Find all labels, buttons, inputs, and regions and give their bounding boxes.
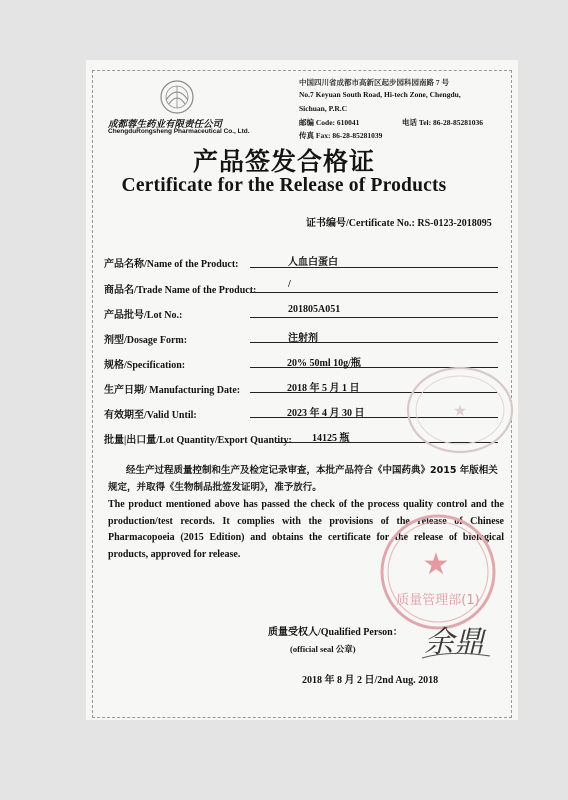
field-value-lot-quantity: 14125 瓶 xyxy=(312,433,350,444)
title-en: Certificate for the Release of Products xyxy=(121,175,447,196)
qualified-person-label: 质量受权人/Qualified Person： xyxy=(268,627,403,638)
stamp-text: 质量管理部(1) xyxy=(396,593,480,608)
fax: 传真 Fax: 86-28-85281039 xyxy=(299,131,383,140)
signature xyxy=(420,610,500,670)
field-value-specification: 20% 50ml 10g/瓶 xyxy=(287,358,361,369)
address-en-line1: No.7 Keyuan South Road, Hi-tech Zone, Chengdu, xyxy=(299,90,461,99)
company-name-en: ChengduRongsheng Pharmaceutical Co., Ltd. xyxy=(108,128,250,135)
address-cn: 中国四川省成都市高新区起步园科园南路 7 号 xyxy=(299,78,449,87)
official-seal-note: (official seal 公章) xyxy=(290,644,356,654)
statement-en: The product mentioned above has passed the check of the process quality control and the production/test records. It complies with the provisions of the release of Chinese Pharmacopoeia (2015 Edition) and obtains the certificate for the release of biological products, approved for release. xyxy=(108,499,504,560)
field-label-dosage-form: 剂型/Dosage Form: xyxy=(104,335,188,346)
postal-code: 邮编 Code: 610041 xyxy=(299,118,360,127)
field-label-product-name: 产品名称/Name of the Product: xyxy=(104,259,239,270)
field-label-trade-name: 商品名/Trade Name of the Product: xyxy=(104,285,257,296)
company-logo xyxy=(152,78,202,116)
field-value-dosage-form: 注射剂 xyxy=(288,333,318,344)
signature-text: 余鼎 xyxy=(424,625,484,660)
svg-text:★: ★ xyxy=(452,403,468,420)
certificate-number: 证书编号/Certificate No.: RS-0123-2018095 xyxy=(306,218,492,229)
company-name-cn: 成都蓉生药业有限责任公司 xyxy=(108,120,223,130)
field-value-trade-name: / xyxy=(288,279,291,290)
field-value-manufacturing-date: 2018 年 5 月 1 日 xyxy=(287,383,360,394)
svg-text:★: ★ xyxy=(422,548,450,581)
statement-cn: 经生产过程质量控制和生产及检定记录审查，本批产品符合《中国药典》2015 年版相关规定，并取得《生物制品批签发证明》，准予放行。 xyxy=(108,465,498,493)
field-label-manufacturing-date: 生产日期/ Manufacturing Date: xyxy=(104,385,241,396)
field-value-valid-until: 2023 年 4 月 30 日 xyxy=(287,408,365,419)
telephone: 电话 Tel: 86-28-85281036 xyxy=(402,118,483,127)
title-cn: 产品签发合格证 xyxy=(192,147,375,176)
address-en-line2: Sichuan, P.R.C xyxy=(299,104,348,113)
field-label-lot-quantity: 批量|出口量/Lot Quantity/Export Quantity: xyxy=(104,435,292,446)
faint-stamp xyxy=(398,364,516,456)
field-label-specification: 规格/Specification: xyxy=(104,360,186,371)
field-label-lot-no: 产品批号/Lot No.: xyxy=(104,310,183,321)
field-underline xyxy=(250,292,498,293)
field-value-product-name: 人血白蛋白 xyxy=(288,257,338,268)
field-label-valid-until: 有效期至/Valid Until: xyxy=(104,410,197,421)
field-value-lot-no: 201805A051 xyxy=(288,304,341,315)
issue-date: 2018 年 8 月 2 日/2nd Aug. 2018 xyxy=(302,675,439,686)
field-underline xyxy=(250,317,498,318)
